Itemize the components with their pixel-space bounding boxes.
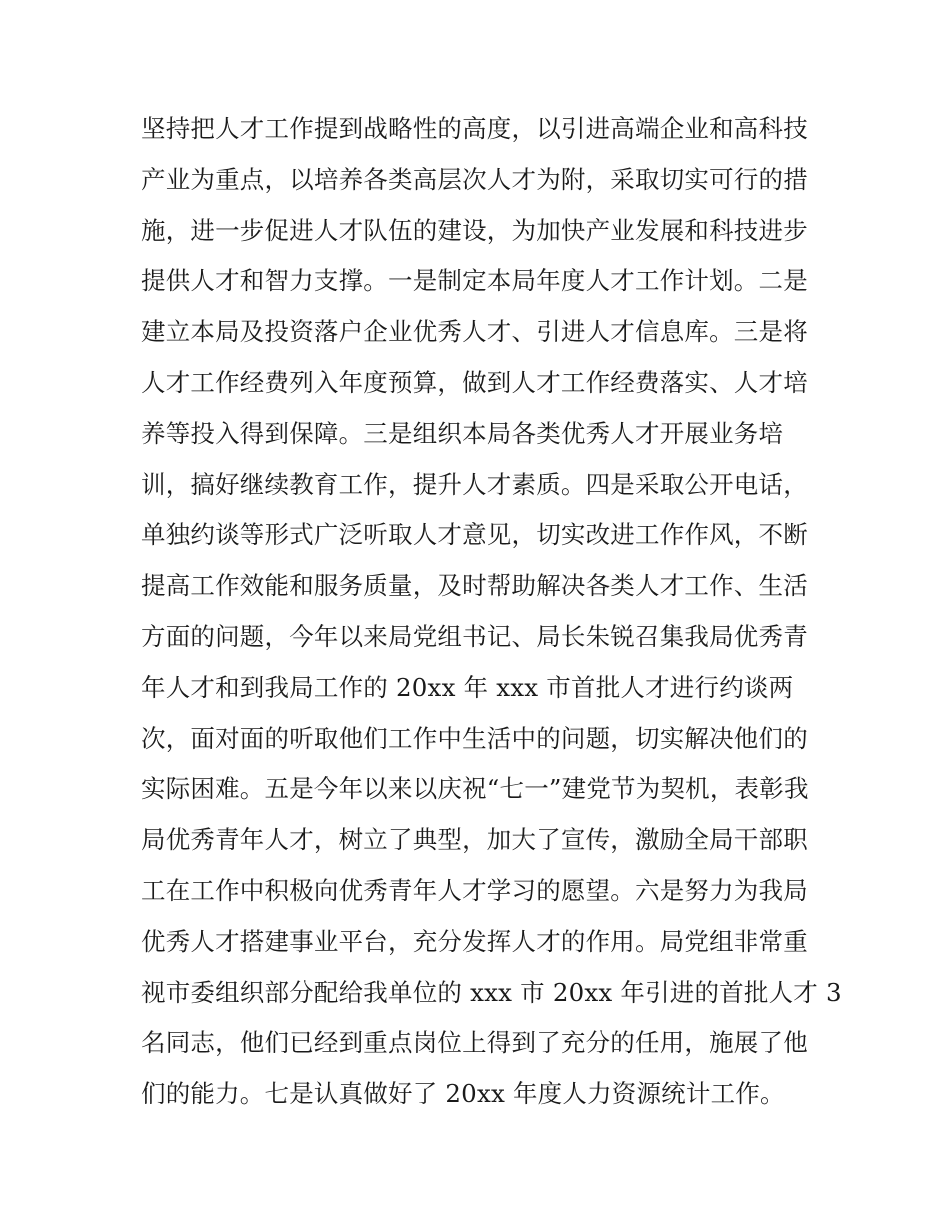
text-line: 坚持把人才工作提到战略性的高度，以引进高端企业和高科技 [141,114,808,143]
text-line: 施，进一步促进人才队伍的建设，为加快产业发展和科技进步 [141,215,808,245]
text-line: 训，搞好继续教育工作，提升人才素质。四是采取公开电话， [141,469,808,499]
body-paragraph [141,104,842,1120]
text-line: 工在工作中积极向优秀青年人才学习的愿望。六是努力为我局 [141,875,808,905]
text-line: 们的能力。七是认真做好了 20xx 年度人力资源统计工作。 [141,1079,785,1109]
text-line: 提供人才和智力支撑。一是制定本局年度人才工作计划。二是 [141,266,808,296]
text-line: 单独约谈等形式广泛听取人才意见，切实改进工作作风，不断 [141,520,808,550]
text-line: 名同志，他们已经到重点岗位上得到了充分的任用，施展了他 [141,1028,808,1058]
text-line: 方面的问题，今年以来局党组书记、局长朱锐召集我局优秀青 [141,621,808,651]
text-line: 视市委组织部分配给我单位的 xxx 市 20xx 年引进的首批人才 3 [141,977,842,1007]
text-line: 提高工作效能和服务质量，及时帮助解决各类人才工作、生活 [141,571,808,601]
text-line: 实际困难。五是今年以来以庆祝“七一”建党节为契机，表彰我 [141,774,809,804]
text-line: 次，面对面的听取他们工作中生活中的问题，切实解决他们的 [141,723,808,753]
text-line: 产业为重点，以培养各类高层次人才为附，采取切实可行的措 [141,164,808,194]
text-line: 局优秀青年人才，树立了典型，加大了宣传，激励全局干部职 [141,825,808,855]
text-line: 人才工作经费列入年度预算，做到人才工作经费落实、人才培 [141,367,808,397]
text-line: 年人才和到我局工作的 20xx 年 xxx 市首批人才进行约谈两 [141,672,794,702]
text-line: 建立本局及投资落户企业优秀人才、引进人才信息库。三是将 [141,317,808,347]
text-line: 优秀人才搭建事业平台，充分发挥人才的作用。局党组非常重 [141,926,808,956]
text-line: 养等投入得到保障。三是组织本局各类优秀人才开展业务培 [141,418,784,448]
